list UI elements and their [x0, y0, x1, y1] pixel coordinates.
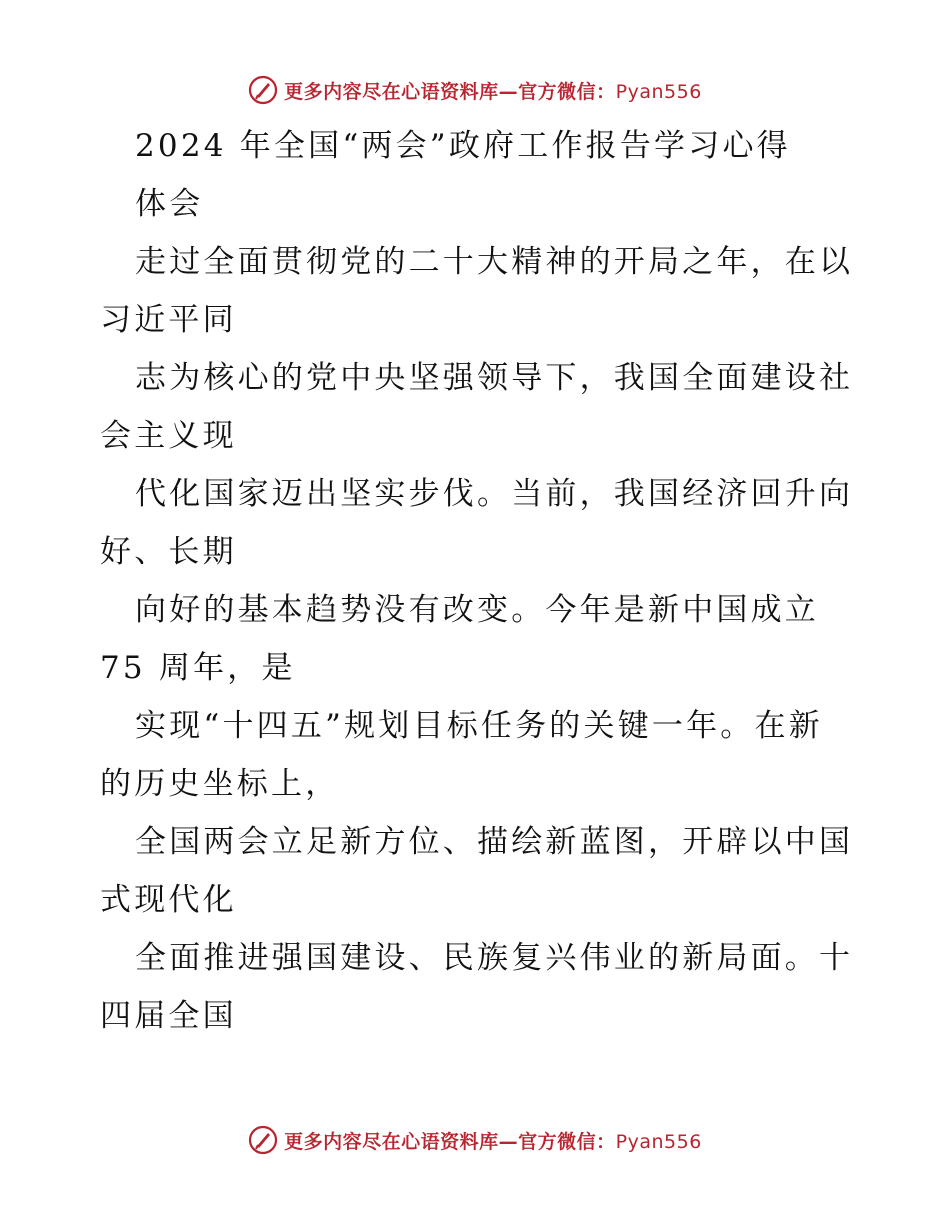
body-line: 志为核心的党中央坚强领导下，我国全面建设社: [135, 360, 854, 396]
header-watermark-banner: [0, 70, 950, 110]
body-line: 习近平同: [100, 302, 237, 338]
body-line: 的历史坐标上，: [100, 766, 340, 802]
quill-logo-icon: [248, 75, 278, 105]
footer-watermark-banner: [0, 1120, 950, 1160]
wechat-id: Pyan556: [615, 1130, 702, 1153]
body-line: 向好的基本趋势没有改变。今年是新中国成立: [135, 592, 819, 628]
document-title-line-2: 体会: [135, 186, 204, 222]
body-line: 式现代化: [100, 882, 237, 918]
banner-label: 更多内容尽在心语资料库—官方微信：: [284, 80, 616, 103]
body-line: 全面推进强国建设、民族复兴伟业的新局面。十: [135, 940, 854, 976]
body-line: 四届全国: [100, 998, 237, 1034]
banner-label: 更多内容尽在心语资料库—官方微信：: [284, 1130, 616, 1153]
body-line: 实现“十四五”规划目标任务的关键一年。在新: [135, 708, 823, 744]
quill-logo-icon: [248, 1125, 278, 1155]
banner-text: [284, 77, 702, 104]
body-line: 全国两会立足新方位、描绘新蓝图，开辟以中国: [135, 824, 854, 860]
wechat-id: Pyan556: [615, 80, 702, 103]
body-line: 会主义现: [100, 418, 237, 454]
body-line: 走过全面贯彻党的二十大精神的开局之年，在以: [135, 244, 854, 280]
body-line: 好、长期: [100, 534, 237, 570]
banner-text: [284, 1127, 702, 1154]
document-title-line-1: 2024 年全国“两会”政府工作报告学习心得: [135, 128, 791, 164]
body-line: 75 周年，是: [100, 650, 296, 686]
body-line: 代化国家迈出坚实步伐。当前，我国经济回升向: [135, 476, 854, 512]
